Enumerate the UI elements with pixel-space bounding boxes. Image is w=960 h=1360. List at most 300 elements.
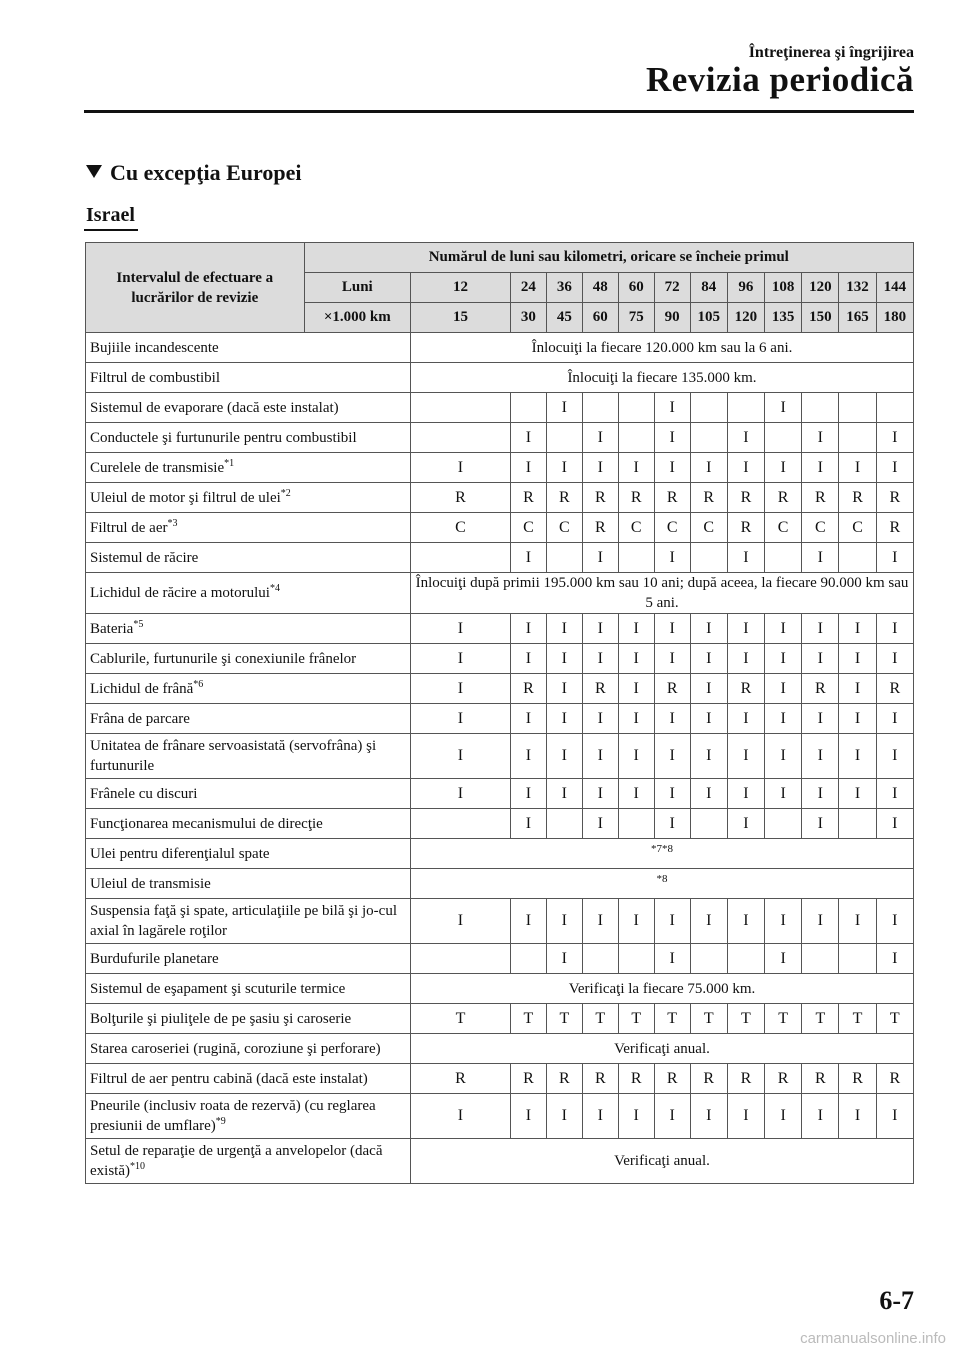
table-row — [86, 1004, 914, 1034]
schedule-cell: I — [727, 644, 764, 674]
schedule-cell — [411, 393, 511, 423]
schedule-cell: R — [839, 483, 876, 513]
row-label-text: Sistemul de eşapament şi scuturile termice — [90, 980, 346, 997]
schedule-cell: I — [876, 614, 913, 644]
schedule-cell — [618, 809, 654, 839]
row-label-text: Conductele şi furtunurile pentru combustibil — [90, 429, 357, 446]
header-interval: 180 — [876, 303, 913, 333]
table-row — [86, 974, 914, 1004]
schedule-cell: I — [727, 1094, 764, 1139]
header-interval: 75 — [618, 303, 654, 333]
row-label-text: Uleiul de transmisie — [90, 875, 211, 892]
header-interval: 135 — [765, 303, 802, 333]
schedule-cell: T — [546, 1004, 582, 1034]
schedule-cell — [546, 809, 582, 839]
schedule-cell — [618, 944, 654, 974]
row-label-text: Unitatea de frânare servoasistată (servofrâna) şi furtunurile — [90, 738, 377, 774]
schedule-cell: I — [618, 1094, 654, 1139]
row-label-text: Lichidul de frână — [90, 680, 194, 697]
schedule-cell: R — [510, 674, 546, 704]
schedule-cell: I — [510, 453, 546, 483]
schedule-cell: I — [727, 453, 764, 483]
schedule-cell: I — [510, 423, 546, 453]
schedule-cell: I — [654, 614, 690, 644]
schedule-cell: I — [690, 1094, 727, 1139]
schedule-span-note: Înlocuiţi la fiecare 120.000 km sau la 6 ani. — [411, 333, 914, 363]
schedule-cell: R — [802, 483, 839, 513]
schedule-cell — [618, 543, 654, 573]
schedule-cell: I — [876, 944, 913, 974]
schedule-cell: I — [546, 674, 582, 704]
table-row — [86, 1139, 914, 1184]
schedule-cell — [802, 393, 839, 423]
table-row — [86, 1094, 914, 1139]
table-row — [86, 704, 914, 734]
schedule-cell: I — [546, 899, 582, 944]
row-label-text: Starea caroseriei (rugină, coroziune şi perforare) — [90, 1040, 381, 1057]
schedule-cell: R — [411, 483, 511, 513]
schedule-cell — [765, 543, 802, 573]
schedule-cell: I — [411, 779, 511, 809]
schedule-cell: C — [510, 513, 546, 543]
schedule-cell: R — [582, 483, 618, 513]
schedule-cell: I — [802, 453, 839, 483]
schedule-cell: I — [654, 734, 690, 779]
schedule-cell: I — [876, 704, 913, 734]
schedule-cell: C — [411, 513, 511, 543]
schedule-cell: T — [654, 1004, 690, 1034]
schedule-cell — [690, 393, 727, 423]
schedule-cell: I — [654, 543, 690, 573]
row-label — [86, 1034, 411, 1064]
schedule-cell: I — [839, 704, 876, 734]
row-label — [86, 644, 411, 674]
row-label — [86, 1064, 411, 1094]
schedule-cell — [690, 423, 727, 453]
row-label-text: Setul de reparaţie de urgenţă a anvelopelor (dacă există) — [90, 1143, 383, 1179]
schedule-cell: R — [582, 674, 618, 704]
row-label-text: Uleiul de motor şi filtrul de ulei — [90, 489, 281, 506]
schedule-cell: I — [876, 543, 913, 573]
schedule-cell: R — [802, 674, 839, 704]
schedule-cell: R — [654, 483, 690, 513]
schedule-cell: I — [765, 644, 802, 674]
schedule-cell: I — [510, 543, 546, 573]
schedule-cell: I — [839, 779, 876, 809]
schedule-cell: I — [690, 899, 727, 944]
header-interval: 150 — [802, 303, 839, 333]
schedule-cell: I — [510, 644, 546, 674]
table-row — [86, 734, 914, 779]
schedule-cell: I — [839, 674, 876, 704]
schedule-cell: I — [765, 779, 802, 809]
schedule-cell: R — [727, 674, 764, 704]
row-label — [86, 483, 411, 513]
schedule-cell: I — [510, 1094, 546, 1139]
schedule-cell: I — [876, 423, 913, 453]
schedule-cell: I — [618, 899, 654, 944]
schedule-cell: I — [654, 1094, 690, 1139]
header-interval: 108 — [765, 273, 802, 303]
table-row — [86, 393, 914, 423]
row-label-text: Bujiile incandescente — [90, 339, 219, 356]
section-title — [86, 160, 301, 186]
schedule-cell: R — [546, 1064, 582, 1094]
footnote-cell: *7*8 — [411, 839, 914, 869]
schedule-cell: I — [802, 614, 839, 644]
schedule-cell: I — [765, 674, 802, 704]
schedule-cell: I — [582, 779, 618, 809]
header-label: Luni — [304, 273, 410, 303]
table-row — [86, 809, 914, 839]
schedule-cell: I — [654, 393, 690, 423]
header-interval: 24 — [510, 273, 546, 303]
maintenance-schedule-table — [85, 242, 914, 1184]
schedule-cell: I — [765, 899, 802, 944]
header-interval: 105 — [690, 303, 727, 333]
schedule-cell: I — [618, 453, 654, 483]
row-label-text: Filtrul de aer — [90, 519, 168, 536]
schedule-cell: I — [690, 674, 727, 704]
row-label — [86, 779, 411, 809]
footnote-ref: *10 — [129, 1161, 145, 1172]
table-row — [86, 644, 914, 674]
header-interval: 48 — [582, 273, 618, 303]
header-interval: 60 — [582, 303, 618, 333]
schedule-cell: I — [765, 734, 802, 779]
row-label — [86, 393, 411, 423]
row-label — [86, 704, 411, 734]
subsection-title: Israel — [86, 204, 135, 226]
row-label — [86, 513, 411, 543]
schedule-cell: I — [510, 704, 546, 734]
row-label — [86, 363, 411, 393]
row-label-text: Frânele cu discuri — [90, 785, 198, 802]
schedule-cell — [411, 543, 511, 573]
schedule-cell: R — [654, 674, 690, 704]
row-label-text: Bateria — [90, 620, 134, 637]
row-label-text: Suspensia faţă şi spate, articulaţiile pe bilă şi jo-cul axial în lagărele roţilor — [90, 903, 397, 939]
schedule-cell — [618, 393, 654, 423]
schedule-cell: I — [546, 734, 582, 779]
schedule-cell: I — [802, 644, 839, 674]
triangle-bullet-icon — [86, 165, 102, 178]
row-label-text: Sistemul de evaporare (dacă este instalat) — [90, 399, 339, 416]
schedule-cell: I — [411, 453, 511, 483]
row-label-text: Burdufurile planetare — [90, 950, 219, 967]
schedule-cell: I — [727, 614, 764, 644]
schedule-cell: I — [654, 944, 690, 974]
row-label — [86, 614, 411, 644]
schedule-cell: T — [510, 1004, 546, 1034]
schedule-cell: I — [411, 1094, 511, 1139]
schedule-cell: I — [582, 644, 618, 674]
schedule-cell: I — [546, 779, 582, 809]
header-interval: 132 — [839, 273, 876, 303]
schedule-cell: I — [546, 614, 582, 644]
schedule-cell: I — [654, 809, 690, 839]
table-row — [86, 614, 914, 644]
schedule-cell: I — [411, 614, 511, 644]
schedule-cell: I — [582, 704, 618, 734]
schedule-cell — [839, 944, 876, 974]
chapter-title: Revizia periodică — [645, 60, 914, 99]
schedule-cell: I — [510, 899, 546, 944]
schedule-cell: I — [618, 674, 654, 704]
header-interval: 90 — [654, 303, 690, 333]
schedule-cell — [765, 809, 802, 839]
schedule-span-note: Verificaţi anual. — [411, 1139, 914, 1184]
schedule-cell: I — [727, 704, 764, 734]
row-label-text: Lichidul de răcire a motorului — [90, 585, 270, 601]
schedule-cell: I — [839, 1094, 876, 1139]
row-label — [86, 333, 411, 363]
schedule-cell: I — [839, 734, 876, 779]
schedule-cell: I — [582, 809, 618, 839]
row-label — [86, 543, 411, 573]
schedule-cell: I — [876, 899, 913, 944]
table-row — [86, 483, 914, 513]
schedule-cell: I — [546, 1094, 582, 1139]
schedule-body — [86, 333, 914, 1184]
footnote-ref: *4 — [269, 583, 280, 594]
schedule-cell: I — [510, 614, 546, 644]
schedule-cell: I — [582, 543, 618, 573]
schedule-cell: R — [510, 1064, 546, 1094]
schedule-cell: C — [618, 513, 654, 543]
footnote-ref: *5 — [133, 618, 144, 630]
schedule-cell: I — [582, 614, 618, 644]
schedule-cell — [839, 393, 876, 423]
row-label — [86, 809, 411, 839]
schedule-cell — [582, 393, 618, 423]
schedule-cell — [690, 944, 727, 974]
row-label — [86, 1094, 411, 1139]
header-interval: 30 — [510, 303, 546, 333]
schedule-cell: I — [654, 704, 690, 734]
schedule-cell: T — [582, 1004, 618, 1034]
table-row — [86, 869, 914, 899]
schedule-cell: I — [690, 614, 727, 644]
row-label-text: Pneurile (inclusiv roata de rezervă) (cu reglarea presiunii de umflare) — [90, 1098, 376, 1134]
schedule-cell: I — [839, 899, 876, 944]
schedule-cell: I — [876, 779, 913, 809]
schedule-cell: I — [876, 734, 913, 779]
schedule-cell: T — [690, 1004, 727, 1034]
schedule-cell: T — [802, 1004, 839, 1034]
schedule-cell: I — [582, 899, 618, 944]
row-label — [86, 899, 411, 944]
schedule-cell: R — [727, 1064, 764, 1094]
schedule-cell: T — [876, 1004, 913, 1034]
row-label — [86, 839, 411, 869]
schedule-cell: I — [510, 734, 546, 779]
schedule-cell: R — [582, 513, 618, 543]
header-rule — [84, 110, 914, 113]
header-interval: 96 — [727, 273, 764, 303]
schedule-cell — [690, 543, 727, 573]
header-interval: 120 — [802, 273, 839, 303]
schedule-cell: I — [802, 1094, 839, 1139]
schedule-span-note: Verificaţi la fiecare 75.000 km. — [411, 974, 914, 1004]
schedule-cell: T — [411, 1004, 511, 1034]
table-row — [86, 363, 914, 393]
schedule-cell: T — [839, 1004, 876, 1034]
schedule-cell: R — [654, 1064, 690, 1094]
schedule-cell: I — [765, 393, 802, 423]
header-interval: 45 — [546, 303, 582, 333]
schedule-cell: I — [727, 809, 764, 839]
schedule-cell: C — [690, 513, 727, 543]
schedule-cell: I — [582, 423, 618, 453]
schedule-cell — [876, 393, 913, 423]
schedule-cell: I — [690, 704, 727, 734]
schedule-cell: I — [546, 644, 582, 674]
schedule-cell: I — [690, 453, 727, 483]
schedule-cell: I — [654, 899, 690, 944]
schedule-cell: I — [802, 543, 839, 573]
row-label-text: Curelele de transmisie — [90, 459, 225, 476]
schedule-cell: I — [802, 423, 839, 453]
row-label-text: Cablurile, furtunurile şi conexiunile frânelor — [90, 650, 357, 667]
row-label — [86, 944, 411, 974]
table-row — [86, 1064, 914, 1094]
watermark: carmanualsonline.info — [800, 1330, 946, 1347]
schedule-cell: I — [876, 809, 913, 839]
row-label — [86, 1139, 411, 1184]
schedule-cell — [765, 423, 802, 453]
schedule-cell: I — [802, 809, 839, 839]
schedule-cell: I — [582, 453, 618, 483]
header-interval: 15 — [411, 303, 511, 333]
schedule-cell: C — [765, 513, 802, 543]
schedule-cell: I — [727, 543, 764, 573]
schedule-cell — [839, 809, 876, 839]
schedule-cell — [411, 809, 511, 839]
header-interval: 144 — [876, 273, 913, 303]
footnote-ref: *3 — [167, 517, 178, 529]
row-label — [86, 674, 411, 704]
schedule-cell: I — [802, 899, 839, 944]
row-label — [86, 974, 411, 1004]
schedule-cell — [582, 944, 618, 974]
schedule-cell: I — [411, 704, 511, 734]
table-row — [86, 779, 914, 809]
schedule-cell: I — [618, 734, 654, 779]
row-label — [86, 423, 411, 453]
schedule-cell: I — [411, 644, 511, 674]
row-label — [86, 734, 411, 779]
schedule-cell: I — [411, 674, 511, 704]
table-row — [86, 899, 914, 944]
footnote-ref: *1 — [224, 457, 235, 469]
schedule-cell — [727, 393, 764, 423]
schedule-cell: R — [411, 1064, 511, 1094]
schedule-span-note: Verificaţi anual. — [411, 1034, 914, 1064]
schedule-cell: I — [411, 899, 511, 944]
schedule-cell — [411, 423, 511, 453]
header-interval: 36 — [546, 273, 582, 303]
schedule-cell: I — [839, 614, 876, 644]
schedule-cell — [802, 944, 839, 974]
schedule-cell: I — [618, 614, 654, 644]
schedule-cell: I — [765, 1094, 802, 1139]
table-row — [86, 839, 914, 869]
table-row — [86, 423, 914, 453]
interval-header: Intervalul de efectuare a lucrărilor de revizie — [86, 243, 305, 333]
top-header: Numărul de luni sau kilometri, oricare se încheie primul — [304, 243, 913, 273]
schedule-cell: T — [618, 1004, 654, 1034]
schedule-cell — [727, 944, 764, 974]
schedule-span-note: Înlocuiţi după primii 195.000 km sau 10 ani; după aceea, la fiecare 90.000 km sau 5 ani. — [411, 573, 914, 614]
section-title-text: Cu excepţia Europei — [110, 160, 302, 185]
schedule-cell: C — [802, 513, 839, 543]
schedule-cell: I — [411, 734, 511, 779]
schedule-cell: I — [727, 899, 764, 944]
schedule-cell: I — [654, 644, 690, 674]
row-label — [86, 453, 411, 483]
row-label-text: Sistemul de răcire — [90, 549, 199, 566]
schedule-cell — [618, 423, 654, 453]
schedule-cell: I — [839, 644, 876, 674]
schedule-cell: I — [802, 734, 839, 779]
schedule-cell: I — [802, 704, 839, 734]
schedule-cell: T — [765, 1004, 802, 1034]
header-label: ×1.000 km — [304, 303, 410, 333]
table-row — [86, 1034, 914, 1064]
schedule-cell: I — [618, 644, 654, 674]
row-label-text: Filtrul de combustibil — [90, 369, 220, 386]
schedule-cell — [411, 944, 511, 974]
schedule-cell: I — [876, 644, 913, 674]
row-label-text: Filtrul de aer pentru cabină (dacă este instalat) — [90, 1070, 368, 1087]
schedule-cell: R — [618, 483, 654, 513]
schedule-cell: R — [546, 483, 582, 513]
row-label — [86, 573, 411, 614]
schedule-cell: I — [690, 644, 727, 674]
schedule-cell: I — [654, 779, 690, 809]
schedule-cell: C — [839, 513, 876, 543]
schedule-cell: R — [876, 513, 913, 543]
schedule-cell: I — [765, 614, 802, 644]
subsection-underline — [84, 229, 138, 231]
schedule-cell: R — [727, 483, 764, 513]
schedule-cell: R — [802, 1064, 839, 1094]
schedule-cell: I — [765, 453, 802, 483]
schedule-cell: I — [618, 704, 654, 734]
table-row — [86, 453, 914, 483]
header-interval: 84 — [690, 273, 727, 303]
schedule-span-note: Înlocuiţi la fiecare 135.000 km. — [411, 363, 914, 393]
footnote-ref: *2 — [280, 487, 291, 499]
schedule-cell: I — [839, 453, 876, 483]
row-label-text: Ulei pentru diferenţialul spate — [90, 845, 270, 862]
schedule-cell: I — [546, 453, 582, 483]
table-row — [86, 944, 914, 974]
footnote-cell: *8 — [411, 869, 914, 899]
schedule-cell: R — [582, 1064, 618, 1094]
schedule-cell: C — [654, 513, 690, 543]
schedule-cell: I — [546, 393, 582, 423]
schedule-cell: I — [546, 944, 582, 974]
schedule-cell — [839, 543, 876, 573]
schedule-cell: I — [546, 704, 582, 734]
footnote-ref: *6 — [193, 678, 204, 690]
schedule-cell: I — [582, 1094, 618, 1139]
header-interval: 165 — [839, 303, 876, 333]
schedule-cell: R — [690, 1064, 727, 1094]
schedule-cell: I — [510, 809, 546, 839]
